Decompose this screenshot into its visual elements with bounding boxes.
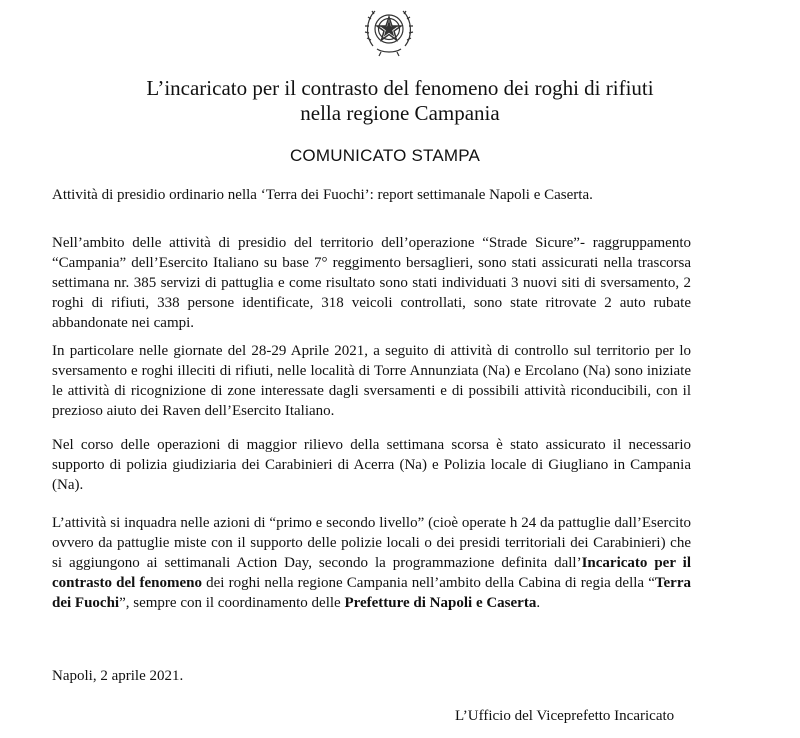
- date-line: Napoli, 2 aprile 2021.: [52, 668, 184, 684]
- bold-segment-incaricato: Incaricato per il contrasto del fenomeno: [52, 555, 692, 591]
- bold-segment-prefetture: Prefetture di Napoli e Caserta: [344, 595, 537, 611]
- press-release-label: COMUNICATO STAMPA: [289, 146, 481, 165]
- paragraph-police-support: Nel corso delle operazioni di maggior rilievo della settimana scorsa è stato assicurato il necessario supporto di polizia giudiziaria dei Carabinieri di Acerra (Na) e Polizia locale di Giugliano in Campania (Na).: [52, 437, 691, 493]
- text-segment: dei roghi nella regione Campania nell’ambito della Cabina di regia della “: [201, 575, 655, 591]
- issuer-title-line-1: L’incaricato per il contrasto del fenomeno dei roghi di rifiuti: [146, 76, 654, 100]
- paragraph-april-activities: In particolare nelle giornate del 28-29 Aprile 2021, a seguito di attività di controllo sul territorio per lo sversamento e roghi illeciti di rifiuti, nelle località di Torre Annunziata (Na) e Ercolano (Na) sono iniziate le attività di ricognizione di zone interessate dagli sversamenti e di possibili attività riconducibili, con il prezioso aiuto dei Raven dell’Esercito Italiano.: [52, 343, 691, 419]
- intro-paragraph: Attività di presidio ordinario nella ‘Terra dei Fuochi’: report settimanale Napoli e Caserta.: [52, 187, 593, 203]
- signature-line: L’Ufficio del Viceprefetto Incaricato: [455, 708, 675, 724]
- text-segment: ”, sempre con il coordinamento delle: [119, 595, 345, 611]
- bold-segment-terra-dei-fuochi: Terra dei Fuochi: [52, 575, 691, 611]
- text-segment: .: [536, 595, 541, 611]
- italian-republic-emblem-icon: [363, 2, 415, 58]
- text-segment: L’attività si inquadra nelle azioni di “primo e secondo livello” (cioè operate h 24 da pattuglie dall’Esercito ovvero da pattuglie miste con il supporto delle polizie locali o dei presidi territoriali dei Carabinieri) che si aggiungono ai settimanali Action Day, secondo la programmazione definita dall’: [52, 515, 691, 571]
- paragraph-coordination: [52, 513, 691, 613]
- paragraph-operations-report: Nell’ambito delle attività di presidio del territorio dell’operazione “Strade Sicure”- raggruppamento “Campania” dell’Esercito Italiano su base 7° reggimento bersaglieri, sono stati assicurati nella trascorsa settimana nr. 385 servizi di pattuglia e come risultato sono stati individuati 3 nuovi siti di sversamento, 2 roghi di rifiuti, 338 persone identificate, 318 veicoli controllati, sono state ritrovate 2 auto rubate abbandonate nei campi.: [52, 235, 691, 331]
- issuer-title-line-2: nella regione Campania: [300, 101, 500, 125]
